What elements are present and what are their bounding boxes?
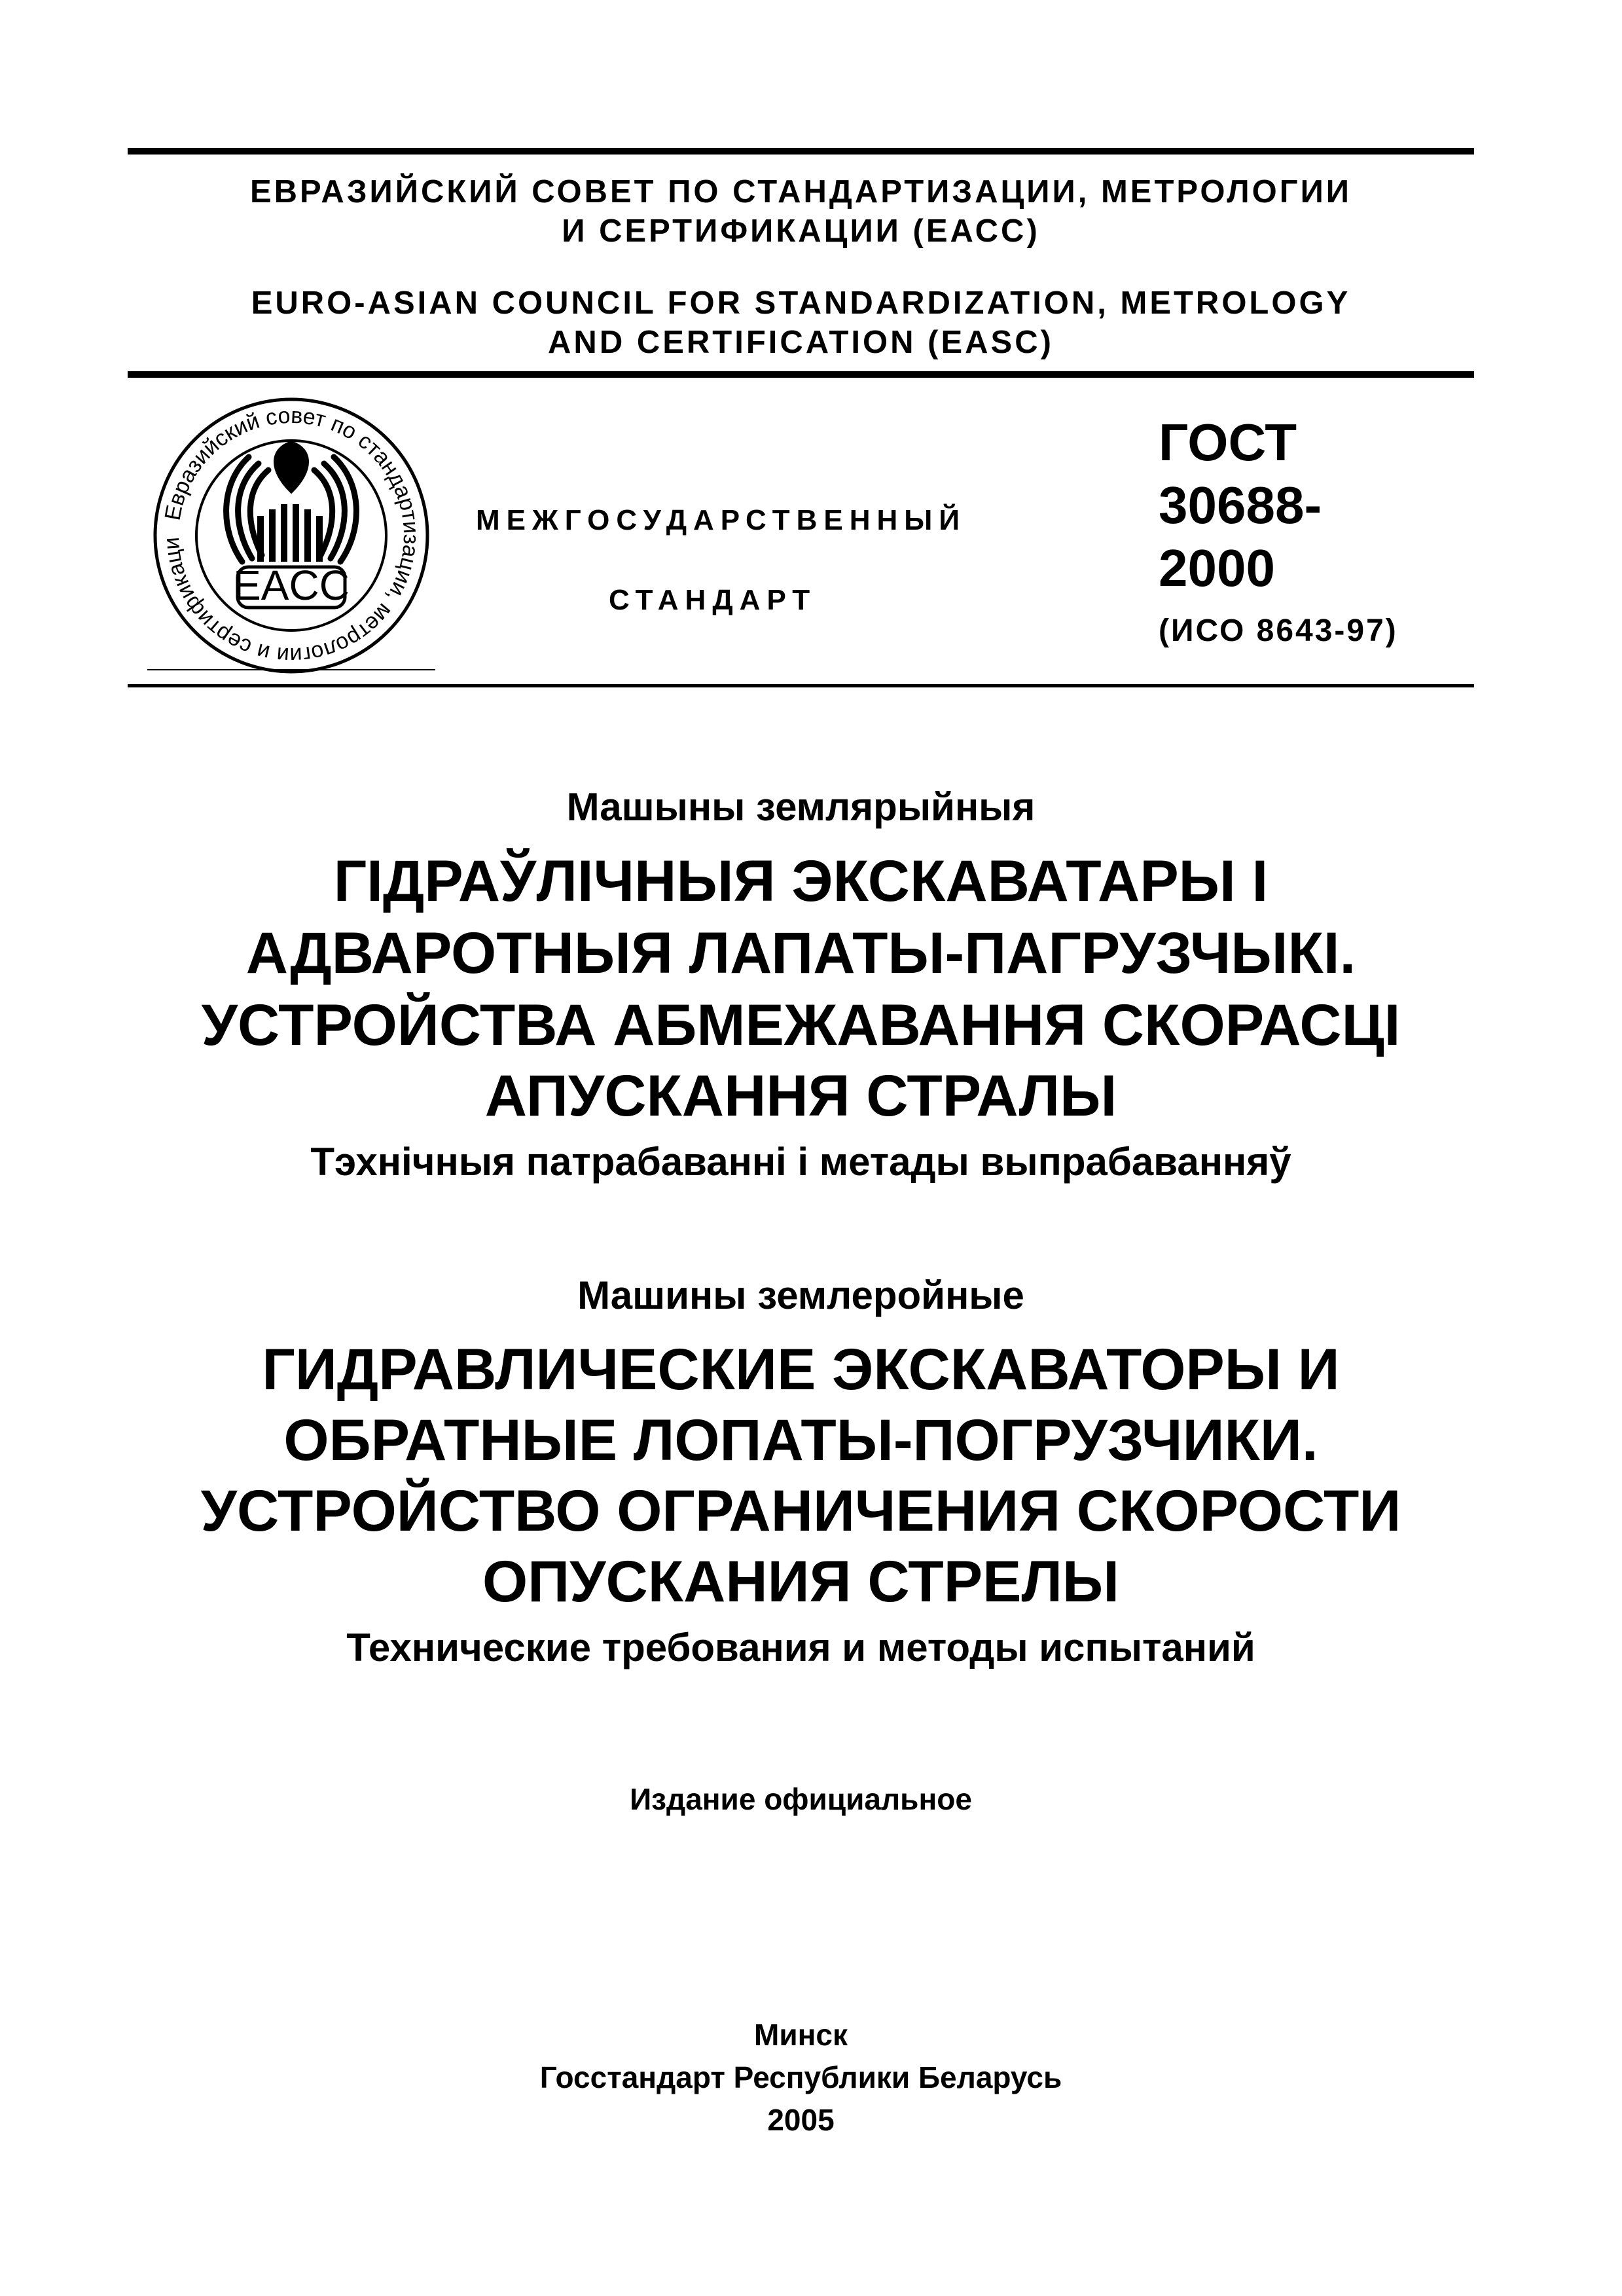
svg-text:Евразийский совет по стандарти: Евразийский совет по стандартизации, метрологии и сертификаци: [158, 403, 424, 668]
logo-abbr: EACC: [233, 562, 350, 609]
standard-type-line1: МЕЖГОСУДАРСТВЕННЫЙ: [476, 504, 966, 536]
council-ru-line2: И СЕРТИФИКАЦИИ (ЕАСС): [562, 213, 1040, 249]
title-ru-line1: ГИДРАВЛИЧЕСКИЕ ЭКСКАВАТОРЫ И: [262, 1336, 1340, 1402]
title-be-line3: УСТРОЙСТВА АБМЕЖАВАННЯ СКОРАСЦІ: [201, 992, 1401, 1057]
iso-reference: (ИСО 8643-97): [1159, 613, 1398, 648]
header-rule: [128, 371, 1474, 378]
top-rule: [128, 148, 1474, 155]
gost-line3: 2000: [1159, 539, 1275, 597]
subject-ru: Машины землеройные: [577, 1273, 1024, 1317]
logo-underline: [147, 669, 435, 670]
gost-line1: ГОСТ: [1159, 413, 1297, 471]
edition-label: Издание официальное: [630, 1782, 972, 1816]
title-ru-line4: ОПУСКАНИЯ СТРЕЛЫ: [482, 1548, 1120, 1614]
imprint-publisher: Госстандарт Республики Беларусь: [539, 2060, 1062, 2094]
subtitle-be: Тэхнічныя патрабаванні і метады выпрабаванняў: [310, 1140, 1291, 1184]
designation-rule: [128, 684, 1474, 687]
title-ru-line2: ОБРАТНЫЕ ЛОПАТЫ-ПОГРУЗЧИКИ.: [283, 1407, 1318, 1472]
title-be-line1: ГІДРАЎЛІЧНЫЯ ЭКСКАВАТАРЫ І: [333, 848, 1269, 913]
imprint-year: 2005: [767, 2103, 835, 2137]
title-be-line2: АДВАРОТНЫЯ ЛАПАТЫ-ПАГРУЗЧЫКІ.: [245, 920, 1356, 985]
title-be-line4: АПУСКАННЯ СТРАЛЫ: [484, 1063, 1117, 1128]
council-en-line2: AND CERTIFICATION (EASC): [548, 325, 1054, 360]
imprint-city: Минск: [754, 2018, 848, 2052]
council-en-line1: EURO-ASIAN COUNCIL FOR STANDARDIZATION, METROLOGY: [251, 285, 1351, 321]
title-ru-line3: УСТРОЙСТВО ОГРАНИЧЕНИЯ СКОРОСТИ: [200, 1478, 1401, 1543]
council-ru-line1: ЕВРАЗИЙСКИЙ СОВЕТ ПО СТАНДАРТИЗАЦИИ, МЕТРОЛОГИИ: [249, 174, 1352, 210]
subtitle-ru: Технические требования и методы испытаний: [346, 1626, 1255, 1669]
standard-type-line2: СТАНДАРТ: [609, 584, 817, 616]
gost-line2: 30688-: [1159, 476, 1322, 534]
easc-seal-logo: [147, 392, 435, 680]
subject-be: Машыны землярыйныя: [566, 785, 1036, 829]
